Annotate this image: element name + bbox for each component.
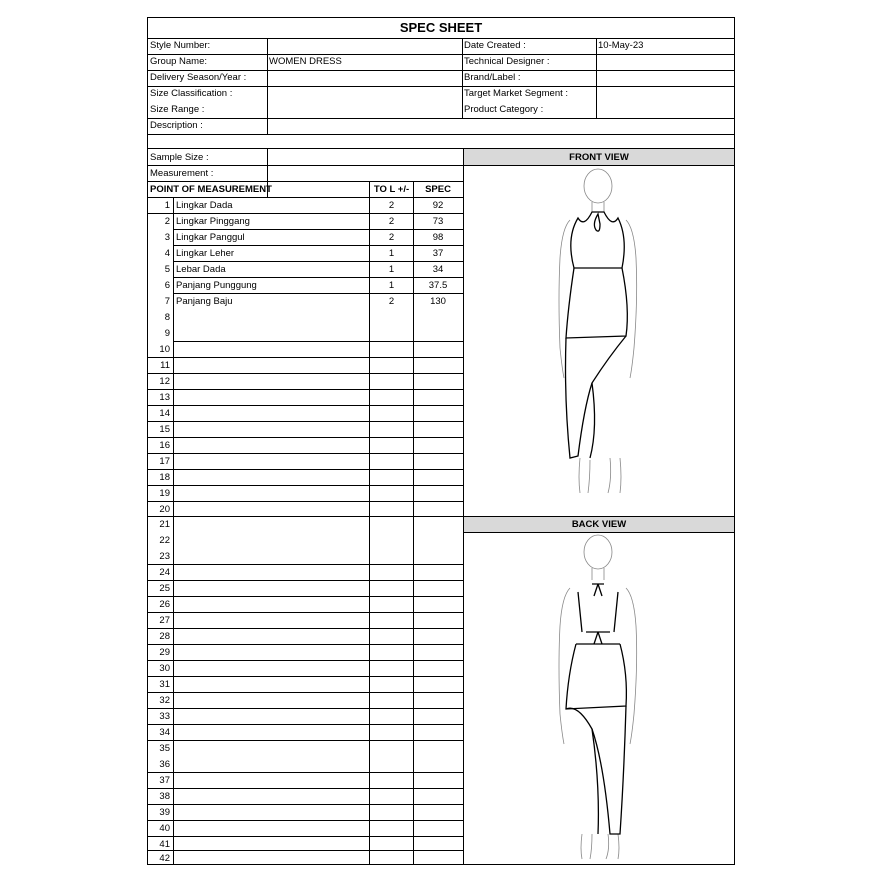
- spec-value: 34: [432, 264, 444, 275]
- date-created-value[interactable]: 10-May-23: [598, 40, 644, 51]
- size-classification-label: Size Classification :: [150, 88, 233, 99]
- pom-name: Lebar Dada: [176, 264, 226, 275]
- divider: [148, 820, 463, 821]
- divider: [148, 612, 463, 613]
- back-view-label: BACK VIEW: [571, 519, 627, 530]
- divider: [173, 197, 174, 865]
- row-number: 1: [164, 200, 170, 211]
- pom-name: Lingkar Pinggang: [176, 216, 250, 227]
- divider: [462, 38, 463, 118]
- divider: [148, 134, 734, 135]
- divider: [148, 596, 463, 597]
- divider: [148, 405, 463, 406]
- spec-value: 92: [432, 200, 444, 211]
- row-number: 30: [159, 663, 170, 674]
- divider: [173, 229, 463, 230]
- row-number: 22: [159, 535, 170, 546]
- divider: [148, 501, 463, 502]
- divider: [148, 421, 463, 422]
- tol-value: 2: [388, 296, 395, 307]
- divider: [148, 453, 463, 454]
- divider: [148, 564, 463, 565]
- sample-size-label: Sample Size :: [150, 152, 209, 163]
- divider: [596, 38, 597, 118]
- row-number: 17: [159, 456, 170, 467]
- row-number: 40: [159, 823, 170, 834]
- divider: [173, 261, 463, 262]
- divider: [173, 293, 463, 294]
- tol-value: 2: [388, 232, 395, 243]
- size-range-label: Size Range :: [150, 104, 205, 115]
- row-number: 26: [159, 599, 170, 610]
- divider: [148, 357, 463, 358]
- front-view-label: FRONT VIEW: [569, 152, 629, 163]
- row-number: 41: [159, 839, 170, 850]
- pom-name: Lingkar Leher: [176, 248, 235, 259]
- divider: [464, 532, 734, 533]
- row-number: 33: [159, 711, 170, 722]
- back-view-dress-illustration: [548, 534, 643, 864]
- divider: [173, 245, 463, 246]
- row-number: 21: [159, 519, 170, 530]
- divider: [148, 788, 463, 789]
- pom-name: Lingkar Panggul: [176, 232, 245, 243]
- row-number: 20: [159, 504, 170, 515]
- measurement-label: Measurement :: [150, 168, 214, 179]
- row-number: 7: [164, 296, 170, 307]
- tol-header: TO L +/-: [373, 184, 410, 195]
- tol-value: 1: [388, 280, 395, 291]
- divider: [148, 836, 463, 837]
- date-created-label: Date Created :: [464, 40, 526, 51]
- divider: [148, 740, 463, 741]
- row-number: 39: [159, 807, 170, 818]
- pom-name: Panjang Punggung: [176, 280, 257, 291]
- divider: [463, 148, 464, 865]
- row-number: 11: [160, 360, 170, 371]
- divider: [173, 341, 463, 342]
- divider: [148, 708, 463, 709]
- row-number: 36: [159, 759, 170, 770]
- row-number: 23: [159, 551, 170, 562]
- delivery-season-label: Delivery Season/Year :: [150, 72, 247, 83]
- row-number: 15: [159, 424, 170, 435]
- tol-value: 1: [388, 248, 395, 259]
- row-number: 18: [159, 472, 170, 483]
- pom-name: Lingkar Dada: [176, 200, 233, 211]
- divider: [148, 165, 734, 166]
- divider: [148, 772, 463, 773]
- pom-name: Panjang Baju: [176, 296, 233, 307]
- row-number: 13: [159, 392, 170, 403]
- row-number: 4: [164, 248, 170, 259]
- row-number: 16: [159, 440, 170, 451]
- spec-header: SPEC: [425, 184, 451, 195]
- divider: [148, 86, 734, 87]
- divider: [148, 644, 463, 645]
- row-number: 2: [164, 216, 170, 227]
- divider: [148, 660, 463, 661]
- pom-header: POINT OF MEASUREMENT: [150, 184, 272, 195]
- divider: [148, 724, 463, 725]
- spec-value: 130: [430, 296, 446, 307]
- divider: [148, 850, 463, 851]
- row-number: 3: [164, 232, 170, 243]
- tol-value: 1: [388, 264, 395, 275]
- divider: [148, 54, 734, 55]
- spec-value: 37.5: [428, 280, 448, 291]
- row-number: 8: [164, 312, 170, 323]
- spec-value: 98: [432, 232, 444, 243]
- divider: [148, 469, 463, 470]
- divider: [148, 580, 463, 581]
- row-number: 42: [159, 853, 170, 864]
- sheet-title: SPEC SHEET: [399, 20, 483, 35]
- row-number: 32: [159, 695, 170, 706]
- row-number: 24: [159, 567, 170, 578]
- target-market-label: Target Market Segment :: [464, 88, 569, 99]
- row-number: 14: [159, 408, 170, 419]
- row-number: 27: [159, 615, 170, 626]
- divider: [148, 118, 734, 119]
- divider: [148, 437, 463, 438]
- divider: [148, 373, 463, 374]
- row-number: 34: [159, 727, 170, 738]
- divider: [148, 804, 463, 805]
- group-name-label: Group Name:: [150, 56, 208, 67]
- technical-designer-label: Technical Designer :: [464, 56, 550, 67]
- tol-value: 2: [388, 200, 395, 211]
- spec-value: 37: [432, 248, 444, 259]
- row-number: 29: [159, 647, 170, 658]
- group-name-value[interactable]: WOMEN DRESS: [269, 56, 342, 67]
- description-label: Description :: [150, 120, 203, 131]
- product-category-label: Product Category :: [464, 104, 544, 115]
- front-view-dress-illustration: [548, 168, 643, 498]
- row-number: 25: [159, 583, 170, 594]
- divider: [148, 676, 463, 677]
- brand-label: Brand/Label :: [464, 72, 521, 83]
- row-number: 35: [159, 743, 170, 754]
- spec-sheet: [147, 17, 735, 865]
- row-number: 37: [159, 775, 170, 786]
- row-number: 19: [159, 488, 170, 499]
- style-number-label: Style Number:: [150, 40, 211, 51]
- row-number: 9: [164, 328, 170, 339]
- row-number: 5: [164, 264, 170, 275]
- divider: [148, 389, 463, 390]
- row-number: 6: [164, 280, 170, 291]
- row-number: 10: [159, 344, 170, 355]
- row-number: 38: [159, 791, 170, 802]
- tol-value: 2: [388, 216, 395, 227]
- spec-value: 73: [432, 216, 444, 227]
- divider: [148, 628, 463, 629]
- divider: [148, 38, 734, 39]
- divider: [148, 692, 463, 693]
- row-number: 31: [159, 679, 170, 690]
- divider: [148, 485, 463, 486]
- row-number: 12: [159, 376, 170, 387]
- divider: [173, 277, 463, 278]
- row-number: 28: [159, 631, 170, 642]
